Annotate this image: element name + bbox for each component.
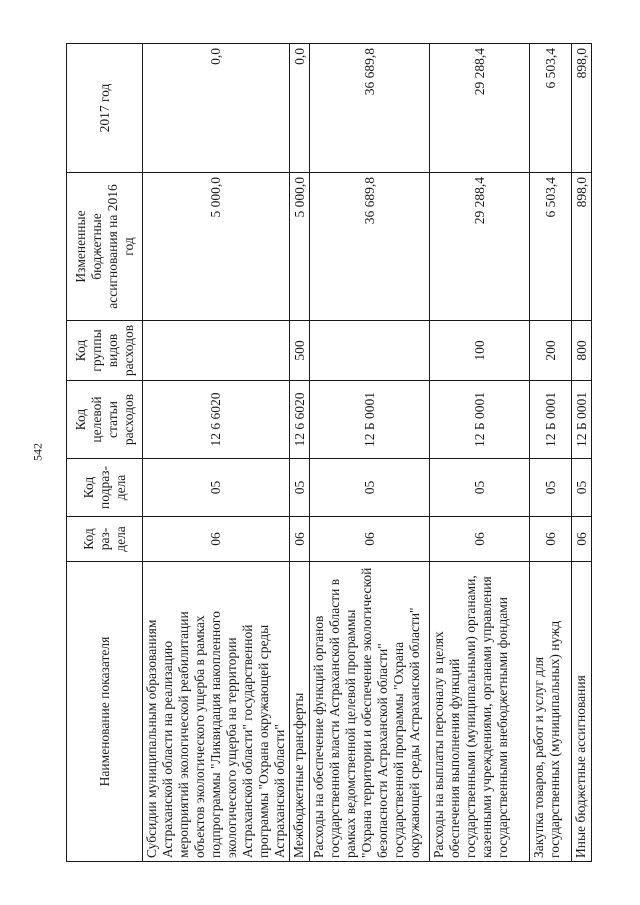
- header-name: Наименование показателя: [67, 561, 143, 861]
- table-row: [290, 43, 310, 861]
- row-razdel: 06: [430, 516, 530, 561]
- row-razdel: 06: [290, 516, 310, 561]
- row-podrazdel: 05: [572, 458, 592, 516]
- row-csr: 12 Б 0001: [572, 380, 592, 458]
- row-amount-2017: 6 503,4: [530, 43, 572, 172]
- row-name: Иные бюджетные ассигнования: [572, 561, 592, 861]
- header-csr: Код целевой статьи расходов: [67, 380, 143, 458]
- page-number: 542: [30, 443, 45, 461]
- row-name: Субсидии муниципальным образованиям Астраханской области на реализацию мероприятий экологической реабилитации объектов экологического ущерба в рамках подпрограммы "Ликвидация накопленного экологического ущерба на территории Астраханской области" государственной программы "Охрана окружающей среды Астраханской области": [143, 561, 290, 861]
- table-row: [530, 43, 572, 861]
- row-amount-2016: 5 000,0: [143, 172, 290, 320]
- header-amount-2017: 2017 год: [67, 43, 143, 172]
- row-podrazdel: 05: [310, 458, 430, 516]
- row-amount-2016: 5 000,0: [290, 172, 310, 320]
- table-row: [310, 43, 430, 861]
- row-name: Межбюджетные трансферты: [290, 561, 310, 861]
- row-amount-2017: 0,0: [143, 43, 290, 172]
- row-razdel: 06: [310, 516, 430, 561]
- table-row: [572, 43, 592, 861]
- row-amount-2017: 29 288,4: [430, 43, 530, 172]
- row-razdel: 06: [530, 516, 572, 561]
- row-vr: 200: [530, 320, 572, 380]
- row-vr: 500: [290, 320, 310, 380]
- row-amount-2017: 36 689,8: [310, 43, 430, 172]
- row-csr: 12 Б 0001: [430, 380, 530, 458]
- row-csr: 12 Б 0001: [310, 380, 430, 458]
- row-amount-2016: 6 503,4: [530, 172, 572, 320]
- row-csr: 12 6 6020: [290, 380, 310, 458]
- header-row: [67, 43, 143, 861]
- budget-table: [66, 43, 592, 862]
- row-amount-2016: 29 288,4: [430, 172, 530, 320]
- row-podrazdel: 05: [430, 458, 530, 516]
- row-razdel: 06: [143, 516, 290, 561]
- row-csr: 12 6 6020: [143, 380, 290, 458]
- row-podrazdel: 05: [530, 458, 572, 516]
- header-vr: Код группы видов расходов: [67, 320, 143, 380]
- row-amount-2016: 36 689,8: [310, 172, 430, 320]
- row-amount-2017: 0,0: [290, 43, 310, 172]
- row-podrazdel: 05: [143, 458, 290, 516]
- header-podrazdel: Код подраз-дела: [67, 458, 143, 516]
- row-razdel: 06: [572, 516, 592, 561]
- row-vr: [143, 320, 290, 380]
- header-razdel: Код раз-дела: [67, 516, 143, 561]
- row-podrazdel: 05: [290, 458, 310, 516]
- row-vr: [310, 320, 430, 380]
- row-amount-2016: 898,0: [572, 172, 592, 320]
- row-name: Закупка товаров, работ и услуг для государственных (муниципальных) нужд: [530, 561, 572, 861]
- row-csr: 12 Б 0001: [530, 380, 572, 458]
- row-name: Расходы на выплаты персоналу в целях обеспечения выполнения функций государственными (муниципальными) органами, казенными учреждениями, органами управления государственными внебюджетными фондами: [430, 561, 530, 861]
- table-row: [143, 43, 290, 861]
- row-name: Расходы на обеспечение функций органов государственной власти Астраханской области в рамках ведомственной целевой программы "Охрана территории и обеспечение экологической безопасности Астраханской области" государственной программы "Охрана окружающей среды Астраханской области": [310, 561, 430, 861]
- header-amount-2016: Измененные бюджетные ассигнования на 2016 год: [67, 172, 143, 320]
- row-vr: 100: [430, 320, 530, 380]
- table-row: [430, 43, 530, 861]
- row-vr: 800: [572, 320, 592, 380]
- rotated-table-container: [66, 44, 589, 862]
- row-amount-2017: 898,0: [572, 43, 592, 172]
